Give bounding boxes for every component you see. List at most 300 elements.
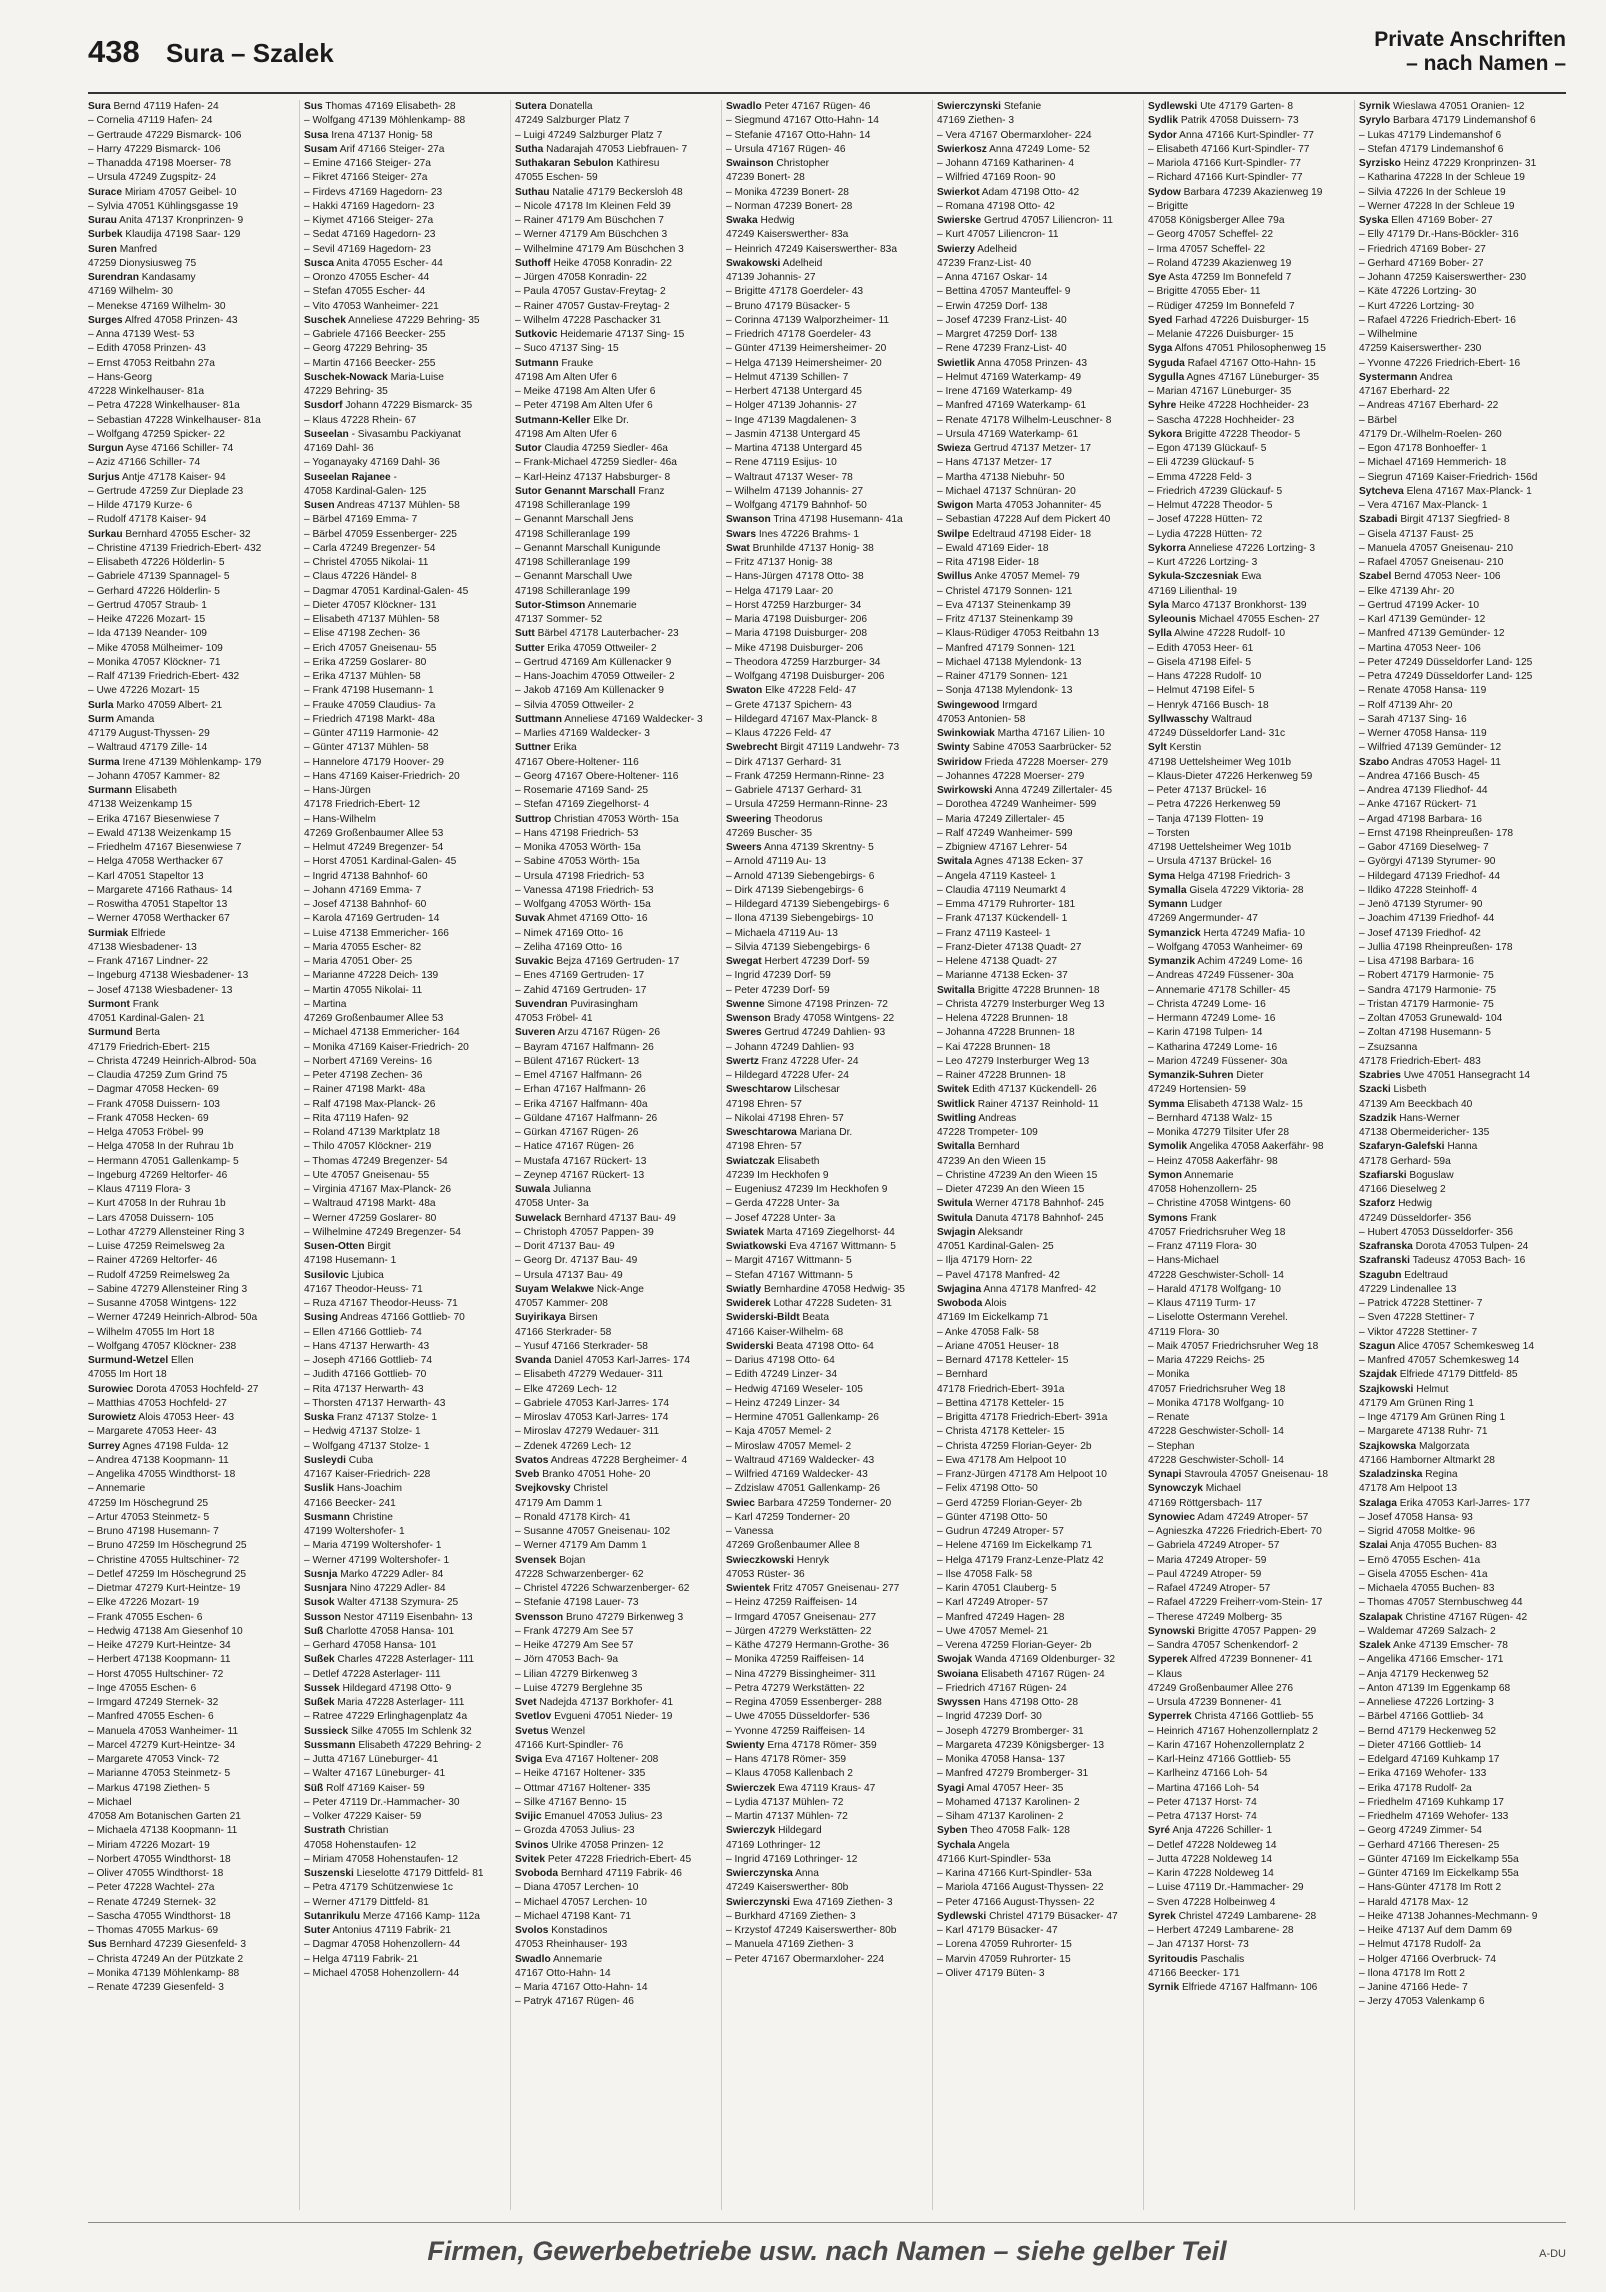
entry-details: Adam 47198 Otto- 42 [979,186,1080,198]
entry-details: – Vera 47167 Obermarxloher- 224 [937,129,1092,141]
list-item [1359,1183,1561,1197]
entry-details: – Hakki 47169 Hagedorn- 23 [304,200,435,212]
list-item [304,1938,506,1952]
entry-details: – Irmgard 47249 Sternek- 32 [88,1697,219,1708]
list-item [726,998,928,1012]
entry-details: 47198 Schilleranlage 199 [515,585,630,597]
entry-details: – Edith 47249 Linzer- 34 [726,1369,838,1381]
entry-details: – Ewa 47178 Am Helpoot 10 [937,1454,1067,1466]
entry-details: Christel 47249 Lambarene- 28 [1175,1910,1317,1922]
list-item [304,1311,506,1325]
entry-details: 47166 Kurt-Spindler- 53a [937,1853,1051,1865]
entry-details: – Rainer 47057 Gustav-Freytag- 2 [515,300,670,312]
list-item [1359,1112,1561,1126]
list-item [726,499,928,513]
entry-details: Herta 47249 Mafia- 10 [1200,927,1305,939]
list-item [304,1240,506,1254]
list-item [937,157,1139,171]
list-item [1359,1026,1561,1040]
list-item [1148,1910,1350,1924]
list-item [88,485,295,499]
list-item [1359,699,1561,713]
entry-details: – Sylvia 47051 Kühlingsgasse 19 [88,200,239,212]
list-item [726,1155,928,1169]
entry-details: – Lydia 47137 Mühlen- 72 [726,1796,844,1808]
surname: Surla [88,699,114,711]
entry-details: Franz [635,485,665,497]
entry-details: – Christa 47259 Florian-Geyer- 2b [937,1440,1092,1452]
list-item [1148,1155,1350,1169]
entry-details: – Markus 47198 Ziethen- 5 [88,1782,210,1794]
entry-details: 47167 Theodor-Heuss- 71 [304,1283,423,1295]
surname: Swieza [937,443,971,454]
header-divider [88,92,1566,94]
list-item [937,599,1139,613]
entry-details: – Mohamed 47137 Karolinen- 2 [937,1796,1080,1808]
list-item [1359,941,1561,955]
list-item [88,513,295,527]
list-item [88,1910,295,1924]
entry-details: – Ursula 47169 Waterkamp- 61 [937,428,1079,440]
entry-details: 47228 Geschwister-Scholl- 14 [1148,1269,1284,1281]
surname: Swiatly [726,1283,762,1295]
surname: Szafranski [1359,1255,1410,1267]
list-item [1359,456,1561,470]
surname: Sylla [1148,628,1172,640]
entry-details: 47053 Rheinhauser- 193 [515,1939,628,1951]
entry-details: Ellen [168,1355,194,1366]
list-item [515,1910,717,1924]
list-item [726,699,928,713]
list-item [1359,257,1561,271]
entry-details: – Meike 47198 Am Alten Ufer 6 [515,386,656,397]
entry-details: – Ute 47057 Gneisenau- 55 [304,1169,430,1181]
list-item [937,1254,1139,1268]
entry-details: – Heike 47279 Kurt-Heintze- 34 [88,1640,231,1651]
entry-details: Elisabeth [132,785,177,796]
list-item [1148,1582,1350,1596]
list-item [88,1397,295,1411]
list-item [304,1026,506,1040]
surname: Susa [304,129,329,141]
list-item [1359,1454,1561,1468]
list-item [1359,1240,1561,1254]
list-item [515,1839,717,1853]
list-item [515,471,717,485]
entry-details: Anna 47249 Lome- 52 [986,143,1090,155]
list-item [88,499,295,513]
list-item [88,1511,295,1525]
list-item [1148,827,1350,841]
entry-details: – Johann 47249 Dahlien- 93 [726,1041,855,1053]
entry-details: – Marianne 47053 Steinmetz- 5 [88,1768,231,1780]
list-item [88,984,295,998]
entry-details: – Sebastian 47228 Winkelhauser- 81a [88,414,261,426]
list-item [304,642,506,656]
surname: Sus [88,1939,107,1951]
entry-details: – Bärbel 47166 Gottlieb- 34 [1359,1711,1484,1723]
list-item [88,1839,295,1853]
list-item [1359,114,1561,128]
entry-details: 47169 Wilhelm- 30 [88,286,173,298]
entry-details: – Maria 47199 Woltershofer- 1 [304,1540,442,1552]
list-item [937,1739,1139,1753]
entry-details: Claudia 47259 Siedler- 46a [541,443,668,454]
list-item [515,171,717,185]
entry-details: – Elke 47139 Ahr- 20 [1359,585,1455,597]
entry-details: – Henryk 47166 Busch- 18 [1148,699,1269,711]
entry-details: – Hans-Joachim 47059 Ottweiler- 2 [515,671,675,682]
surname: Swoboda [937,1298,983,1309]
entry-details: – Ralf 47249 Wanheimer- 599 [937,827,1073,839]
list-item [88,713,295,727]
list-item [1148,1810,1350,1824]
list-item [304,1454,506,1468]
entry-details: – Anna 47139 West- 53 [88,329,195,340]
entry-details: 47166 Beecker- 171 [1148,1967,1240,1979]
list-item [1359,371,1561,385]
list-item [88,870,295,884]
list-item [1359,200,1561,214]
entry-details: – Wolfgang 47179 Bahnhof- 50 [726,500,867,511]
entry-details: – Margareta 47239 Königsberger- 13 [937,1739,1105,1751]
list-item [304,271,506,285]
list-item [515,285,717,299]
list-item [515,684,717,698]
surname: Swingewood [937,699,1000,711]
surname: Susca [304,257,335,269]
entry-details: Anja 47055 Buchen- 83 [1387,1540,1497,1552]
list-item [515,642,717,656]
list-item [937,200,1139,214]
list-item [304,841,506,855]
list-item [1148,1098,1350,1112]
list-item [515,1995,717,2009]
surname: Syga [1148,343,1173,355]
section-title-line-1: Private Anschriften [1374,28,1566,51]
entry-details: – Helga 47058 In der Ruhrau 1b [88,1141,234,1153]
entry-details: Thomas 47169 Elisabeth- 28 [322,101,456,112]
entry-details: – Ingrid 47138 Bahnhof- 60 [304,870,428,882]
list-item [726,898,928,912]
list-item [304,1568,506,1582]
list-item [515,613,717,627]
entry-details: Alwine 47228 Rudolf- 10 [1171,628,1286,640]
entry-details: – Volker 47229 Kaiser- 59 [304,1811,422,1822]
list-item [1148,1269,1350,1283]
list-item [937,827,1139,841]
entry-details: Hans 47198 Otto- 28 [980,1697,1079,1708]
list-item [304,1525,506,1539]
entry-details: – Karina 47166 Kurt-Spindler- 53a [937,1868,1092,1879]
entry-details: – Wilfried 47139 Gemünder- 12 [1359,742,1502,754]
entry-details: – Corinna 47139 Walporzheimer- 11 [726,314,890,326]
entry-details: Bernhard 47055 Escher- 32 [122,528,251,540]
list-item [515,713,717,727]
list-item [304,1112,506,1126]
list-item [1148,171,1350,185]
list-item [515,1440,717,1454]
entry-details: - Sivasambu Packiyanat [348,428,461,440]
entry-details: Danuta 47178 Bahnhof- 245 [972,1212,1104,1224]
list-item [515,1368,717,1382]
list-item [304,827,506,841]
entry-details: – Frank-Michael 47259 Siedler- 46a [515,457,677,469]
list-item [937,1326,1139,1340]
list-item [515,1340,717,1354]
surname: Syben [937,1825,968,1837]
entry-details: Gertrud 47137 Metzer- 17 [970,443,1092,454]
surname: Sviga [515,1754,543,1765]
list-item [304,741,506,755]
list-item [937,1354,1139,1368]
list-item [304,1197,506,1211]
list-item [726,784,928,798]
entry-details: – Rafael 47057 Gneisenau- 210 [1359,557,1504,568]
list-item [726,1639,928,1653]
list-item [1148,1511,1350,1525]
list-item [304,1611,506,1625]
entry-details: – Zoltan 47053 Grunewald- 104 [1359,1013,1503,1024]
entry-details: – Heinz 47259 Raiffeisen- 14 [726,1597,858,1609]
entry-details: 47249 Hortensien- 59 [1148,1084,1246,1096]
list-item [88,756,295,770]
entry-details: – Ursula 47167 Rügen- 46 [726,143,846,155]
list-item [937,1539,1139,1553]
entry-details: – Wilhelm 47055 Im Hort 18 [88,1326,215,1338]
entry-details: – Hans-Wilhelm [304,813,376,825]
surname: Swars [726,528,757,540]
entry-details: – Franz-Jürgen 47178 Am Helpoot 10 [937,1469,1107,1480]
entry-details: – Erika 47137 Mühlen- 58 [304,671,421,682]
directory-column-4 [721,100,932,2210]
list-item [304,542,506,556]
surname: Symalla [1148,884,1187,896]
entry-details: 47269 Großenbaumer Allee 53 [304,1013,444,1024]
surname: Szabel [1359,571,1392,583]
entry-details: Christian 47053 Wörth- 15a [551,813,679,825]
entry-details: Christel 47179 Büsacker- 47 [986,1910,1118,1922]
entry-details: – Siegrun 47169 Kaiser-Friedrich- 156d [1359,471,1538,483]
entry-details: – Waltraut 47137 Weser- 78 [726,471,853,483]
entry-details: Stavroula 47057 Gneisenau- 18 [1181,1469,1329,1480]
list-item [937,129,1139,143]
entry-details: – Andrea 47166 Busch- 45 [1359,770,1480,782]
entry-details: Farhad 47226 Duisburger- 15 [1172,314,1309,326]
list-item [304,1425,506,1439]
entry-details: – Wolfgang 47259 Spicker- 22 [88,428,225,440]
list-item [1359,1625,1561,1639]
list-item [937,1639,1139,1653]
entry-details: – Silvia 47059 Ottweiler- 2 [515,699,634,711]
surname: Swirkowski [937,785,993,796]
entry-details: Frauke [558,357,594,369]
surname: Sussmann [304,1739,356,1751]
entry-details: – Roland 47239 Akazienweg 19 [1148,257,1292,269]
list-item [937,570,1139,584]
entry-details: Andreas 47228 Bergheimer- 4 [548,1454,688,1466]
list-item [937,955,1139,969]
list-item [726,1739,928,1753]
surname: Syritoudis [1148,1953,1198,1965]
entry-details: – Enes 47169 Gertruden- 17 [515,970,645,982]
list-item [1359,399,1561,413]
surname: Swilpe [937,528,970,540]
entry-details: – Erika 47167 Halfmann- 40a [515,1098,648,1110]
list-item [937,1226,1139,1240]
surname: Szajkowska [1359,1440,1417,1452]
entry-details: Andrea [1417,371,1453,383]
list-item [88,1454,295,1468]
list-item [937,556,1139,570]
list-item [515,1083,717,1097]
surname: Swiridow [937,756,982,768]
entry-details: – Therese 47249 Molberg- 35 [1148,1611,1283,1623]
entry-details: – Rainer 47228 Brunnen- 18 [937,1070,1066,1081]
list-item [88,1696,295,1710]
list-item [515,870,717,884]
entry-details: – Rüdiger 47259 Im Bonnefeld 7 [1148,300,1295,312]
entry-details: – Manfred 47249 Hagen- 28 [937,1611,1065,1623]
entry-details: Franz 47228 Ufer- 24 [758,1055,859,1067]
entry-details: Wenzel [548,1725,586,1737]
list-item [1359,1639,1561,1653]
list-item [515,485,717,499]
entry-details: – Stefan 47055 Escher- 44 [304,286,426,298]
entry-details: – Brigitte 47178 Goerdeler- 43 [726,286,864,298]
entry-details: – Hans-Michael [1148,1255,1219,1267]
entry-details: – Gabriele 47166 Beecker- 255 [304,329,446,340]
list-item [88,556,295,570]
list-item [304,1098,506,1112]
surname: Surm [88,713,115,725]
list-item [88,129,295,143]
list-item [88,1853,295,1867]
entry-details: – Györgyi 47139 Styrumer- 90 [1359,856,1496,868]
list-item [304,1497,506,1511]
entry-details: – Friedrich 47239 Glückauf- 5 [1148,485,1283,497]
list-item [1148,1611,1350,1625]
entry-details: – Werner 47228 In der Schleue 19 [1359,200,1515,212]
list-item [88,941,295,955]
list-item [1148,542,1350,556]
list-item [1359,1596,1561,1610]
entry-details: – Frank 47279 Am See 57 [515,1625,634,1637]
surname: Symanzik-Suhren [1148,1070,1234,1081]
list-item [726,1796,928,1810]
list-item [1359,1511,1561,1525]
surname: Suschek-Nowack [304,371,388,383]
list-item [88,157,295,171]
entry-details: – Emine 47166 Steiger- 27a [304,158,431,169]
entry-details: – Helena 47228 Brunnen- 18 [937,1013,1068,1024]
entry-details: Gisela 47229 Viktoria- 28 [1186,884,1304,896]
list-item [937,1454,1139,1468]
entry-details: – Miroslav 47279 Wedauer- 311 [515,1426,660,1438]
entry-details: – Heinrich 47167 Hohenzollernplatz 2 [1148,1725,1318,1737]
entry-details: Angela [975,1839,1010,1851]
page-header [88,28,1566,90]
list-item [1359,1482,1561,1496]
list-item [726,1041,928,1055]
entry-details: – Helga 47139 Heimersheimer- 20 [726,357,882,369]
list-item [726,599,928,613]
list-item [937,114,1139,128]
list-item [88,456,295,470]
list-item [1148,1055,1350,1069]
entry-details: – Heinz 47058 Aakerfähr- 98 [1148,1155,1278,1167]
list-item [515,342,717,356]
list-item [1359,1069,1561,1083]
list-item [515,1625,717,1639]
list-item [515,1653,717,1667]
list-item [1359,756,1561,770]
list-item [515,1511,717,1525]
entry-details: – Christel 47179 Sonnen- 121 [937,585,1073,597]
entry-details: – Werner 47259 Goslarer- 80 [304,1212,437,1224]
entry-details: – Wilhelmine 47179 Am Büschchen 3 [515,243,684,255]
list-item [937,1824,1139,1838]
list-item [304,100,506,114]
page-number: 438 [88,34,140,69]
list-item [515,129,717,143]
surname: Syleounis [1148,614,1197,625]
list-item [1359,998,1561,1012]
list-item [304,1696,506,1710]
entry-details: – Renate 47178 Wilhelm-Leuschner- 8 [937,414,1112,426]
entry-details: – Ursula 47137 Brückel- 16 [1148,856,1272,868]
list-item [937,1782,1139,1796]
surname: Swinkowiak [937,728,995,739]
list-item [726,1326,928,1340]
entry-details: 47198 Ehren- 57 [726,1141,802,1153]
list-item [88,143,295,157]
list-item [1148,456,1350,470]
entry-details: – Stephan [1148,1440,1195,1452]
list-item [937,1853,1139,1867]
entry-details: – Annemarie 47178 Schiller- 45 [1148,984,1291,996]
entry-details: – Wolfgang 47057 Klöckner- 238 [88,1340,237,1352]
list-item [304,969,506,983]
list-item [88,1269,295,1283]
entry-details: – Frank 47167 Lindner- 22 [88,956,209,967]
list-item [726,770,928,784]
surname: Suska [304,1412,335,1423]
list-item [1148,1311,1350,1325]
entry-details: Ellen 47169 Bober- 27 [1388,215,1493,226]
list-item [937,813,1139,827]
entry-details: – Mike 47058 Mülheimer- 109 [88,642,223,654]
list-item [937,1796,1139,1810]
list-item [1148,1497,1350,1511]
list-item [726,1582,928,1596]
entry-details: Alfred 47239 Bonnener- 41 [1187,1654,1313,1666]
list-item [515,1981,717,1995]
entry-details: – Angelika 47055 Windthorst- 18 [88,1469,236,1480]
entry-details: – Manfred 47179 Sonnen- 121 [937,642,1076,654]
list-item [88,285,295,299]
list-item [515,1824,717,1838]
entry-details: Ewa 47169 Ziethen- 3 [790,1896,893,1908]
entry-details: – Sabine 47053 Wörth- 15a [515,856,640,868]
surname: Switala [937,856,973,868]
entry-details: – Renate 47239 Giesenfeld- 3 [88,1982,224,1993]
list-item [937,1511,1139,1525]
surname: Suwala [515,1184,551,1195]
list-item [1359,741,1561,755]
list-item [88,656,295,670]
entry-details: – Karl 47139 Gemünder- 12 [1359,614,1486,625]
